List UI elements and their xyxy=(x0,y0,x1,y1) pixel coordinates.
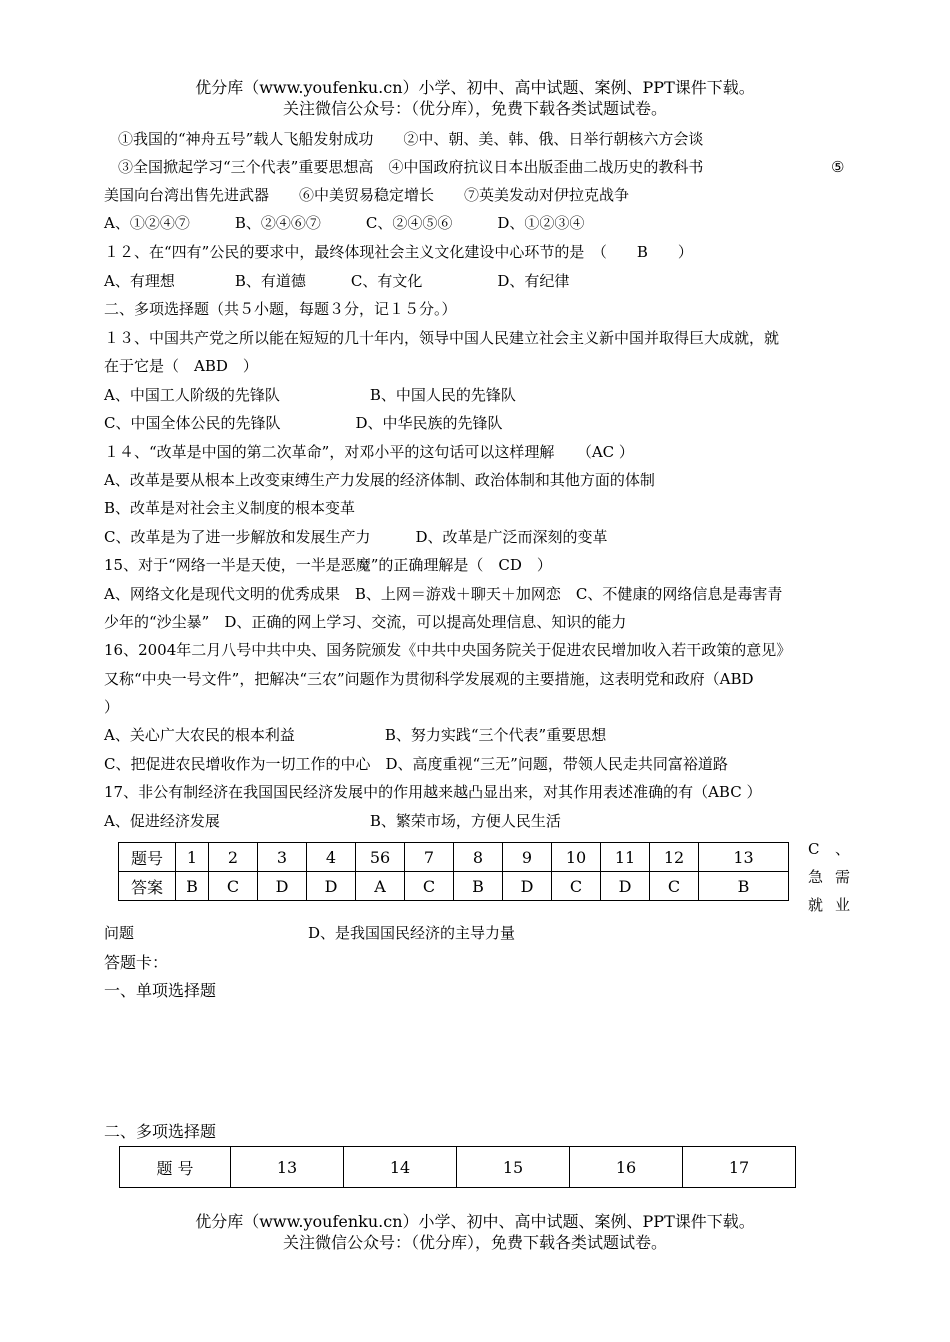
q13-stem-line-2: 在于它是（ ABD ） xyxy=(104,357,258,375)
q17-choices-ab: A、促进经济发展 B、繁荣市场，方便人民生活 xyxy=(104,812,561,830)
q11-options-3-4: ③全国掀起学习“三个代表”重要思想高 ④中国政府抗议日本出版歪曲二战历史的教科书 xyxy=(118,158,704,176)
answer-cell: D xyxy=(503,872,552,901)
answer-card-number-cell: 16 xyxy=(570,1147,683,1188)
q15-stem: 15、对于“网络一半是天使，一半是恶魔”的正确理解是（ CD ） xyxy=(104,556,552,574)
header-line-1: 优分库（www.youfenku.cn）小学、初中、高中试题、案例、PPT课件下载。 xyxy=(195,78,755,97)
answer-key-number-row xyxy=(119,843,789,872)
q14-choice-b: B、改革是对社会主义制度的根本变革 xyxy=(104,499,356,517)
q16-stem-line-1: 16、2004年二月八号中共中央、国务院颁发《中共中央国务院关于促进农民增加收入若干政策的意见》 xyxy=(104,641,792,659)
answer-card-number-cell: 13 xyxy=(231,1147,344,1188)
q12-choices: A、有理想 B、有道德 C、有文化 D、有纪律 xyxy=(104,272,570,290)
footer-line-1: 优分库（www.youfenku.cn）小学、初中、高中试题、案例、PPT课件下载。 xyxy=(195,1212,755,1231)
q12-stem: １２、在“四有”公民的要求中，最终体现社会主义文化建设中心环节的是 （ B ） xyxy=(104,243,693,261)
answer-cell: A xyxy=(356,872,405,901)
q14-choices-cd: C、改革是为了进一步解放和发展生产力 D、改革是广泛而深刻的变革 xyxy=(104,528,608,546)
answer-cell: C xyxy=(209,872,258,901)
question-number-cell: 13 xyxy=(699,843,789,872)
q11-options-1-2: ①我国的“神舟五号”载人飞船发射成功 ②中、朝、美、韩、俄、日举行朝核六方会谈 xyxy=(118,130,704,148)
answer-cell: B xyxy=(454,872,503,901)
q15-choices-line-1: A、网络文化是现代文明的优秀成果 B、上网＝游戏＋聊天＋加网恋 C、不健康的网络信息是毒害青 xyxy=(104,585,783,603)
answer-key-table xyxy=(118,842,789,901)
answer-card-section-2: 二、多项选择题 xyxy=(104,1122,217,1141)
answer-cell: C xyxy=(552,872,601,901)
q13-choices-ab: A、中国工人阶级的先锋队 B、中国人民的先锋队 xyxy=(104,386,516,404)
question-number-cell: 9 xyxy=(503,843,552,872)
q16-choices-cd: C、把促进农民增收作为一切工作的中心 D、高度重视“三无”问题，带领人民走共同富裕道路 xyxy=(104,755,728,773)
answer-cell: B xyxy=(176,872,209,901)
question-number-cell: 8 xyxy=(454,843,503,872)
answer-cell: C xyxy=(405,872,454,901)
q14-choice-a: A、改革是要从根本上改变束缚生产力发展的经济体制、政治体制和其他方面的体制 xyxy=(104,471,655,489)
question-number-cell: 7 xyxy=(405,843,454,872)
q17-choice-c-part-4: 问题 xyxy=(104,924,135,942)
question-number-cell: 11 xyxy=(601,843,650,872)
question-number-cell: 2 xyxy=(209,843,258,872)
q17-choice-c-part-1: C、 xyxy=(808,840,850,858)
question-number-cell: 3 xyxy=(258,843,307,872)
q16-stem-line-3: ） xyxy=(104,698,120,716)
answer-card-number-row xyxy=(120,1147,796,1188)
answer-cell: B xyxy=(699,872,789,901)
answer-card-section-1: 一、单项选择题 xyxy=(104,981,217,1000)
answer-card-number-cell: 17 xyxy=(683,1147,796,1188)
question-number-cell: 1 xyxy=(176,843,209,872)
answer-card-number-cell: 14 xyxy=(344,1147,457,1188)
q13-choices-cd: C、中国全体公民的先锋队 D、中华民族的先锋队 xyxy=(104,414,503,432)
q14-stem: １４、“改革是中国的第二次革命”，对邓小平的这句话可以这样理解 （AC ） xyxy=(104,443,634,461)
footer-line-2: 关注微信公众号：（优分库），免费下载各类试题试卷。 xyxy=(282,1233,667,1252)
q11-choices: A、①②④⑦ B、②④⑥⑦ C、②④⑤⑥ D、①②③④ xyxy=(104,214,585,232)
answer-key-answer-row xyxy=(119,872,789,901)
q17-stem: 17、非公有制经济在我国国民经济发展中的作用越来越凸显出来，对其作用表述准确的有（ABC ） xyxy=(104,783,762,801)
q16-stem-line-2: 又称“中央一号文件”，把解决“三农”问题作为贯彻科学发展观的主要措施，这表明党和政府（ABD xyxy=(104,670,754,688)
answer-card-table xyxy=(119,1146,796,1188)
answer-cell: D xyxy=(601,872,650,901)
header-line-2: 关注微信公众号：（优分库），免费下载各类试题试卷。 xyxy=(282,99,667,118)
question-number-cell: 10 xyxy=(552,843,601,872)
answer-card-number-cell: 15 xyxy=(457,1147,570,1188)
q17-choice-d: D、是我国国民经济的主导力量 xyxy=(308,924,516,942)
answer-cell: D xyxy=(307,872,356,901)
q11-options-5-7: 美国向台湾出售先进武器 ⑥中美贸易稳定增长 ⑦英美发动对伊拉克战争 xyxy=(104,186,630,204)
answer-card-row-label: 题 号 xyxy=(120,1147,231,1188)
section-2-title: 二、多项选择题（共５小题，每题３分，记１５分。） xyxy=(104,300,457,318)
q16-choices-ab: A、关心广大农民的根本利益 B、努力实践“三个代表”重要思想 xyxy=(104,726,607,744)
q15-choices-line-2: 少年的“沙尘暴” D、正确的网上学习、交流，可以提高处理信息、知识的能力 xyxy=(104,613,627,631)
answer-card-title: 答题卡： xyxy=(104,953,169,972)
answer-row-label: 答案 xyxy=(119,872,176,901)
answer-cell: D xyxy=(258,872,307,901)
question-number-cell: 4 xyxy=(307,843,356,872)
question-number-cell: 56 xyxy=(356,843,405,872)
q17-choice-c-part-3: 就业 xyxy=(808,896,850,914)
question-number-cell: 12 xyxy=(650,843,699,872)
q17-choice-c-part-2: 急需 xyxy=(808,868,850,886)
q11-option-5-marker: ⑤ xyxy=(831,158,845,176)
q13-stem-line-1: １３、中国共产党之所以能在短短的几十年内，领导中国人民建立社会主义新中国并取得巨大成就，就 xyxy=(104,329,780,347)
answer-cell: C xyxy=(650,872,699,901)
number-row-label: 题号 xyxy=(119,843,176,872)
